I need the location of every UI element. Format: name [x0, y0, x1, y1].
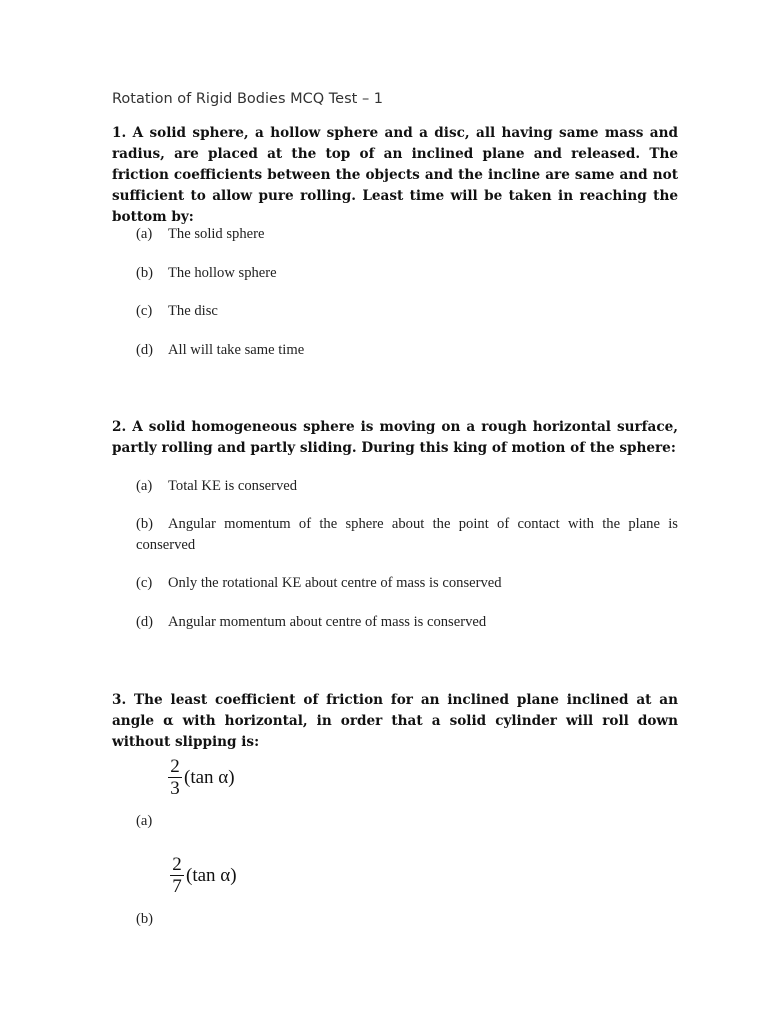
question-2-option-d	[136, 612, 678, 633]
question-1-stem: 1. A solid sphere, a hollow sphere and a disc, all having same mass and radius, are placed at the top of an inclined plane and released. The friction coefficients between the objects and the incline are same and not sufficient to allow pure rolling. Least time will be taken in reaching the bottom by:	[112, 125, 678, 225]
option-label: (d)	[136, 342, 154, 358]
fraction-numerator: 2	[172, 854, 182, 875]
fraction-numerator: 2	[170, 756, 180, 777]
question-3-stem: 3. The least coefficient of friction for an inclined plane inclined at an angle α with horizontal, in order that a solid cylinder will roll down without slipping is:	[112, 692, 678, 750]
option-label: (a)	[136, 478, 153, 494]
option-text: Angular momentum about centre of mass is conserved	[168, 614, 487, 630]
question-3-option-a-label: (a)	[136, 813, 153, 829]
option-label: (b)	[136, 516, 154, 532]
fraction-denominator: 7	[172, 876, 182, 898]
option-label: (c)	[136, 303, 153, 319]
question-2-stem: 2. A solid homogeneous sphere is moving on a rough horizontal surface, partly rolling and partly sliding. During this king of motion of the sphere:	[112, 419, 678, 456]
option-text: Total KE is conserved	[168, 478, 298, 494]
question-2-option-c	[136, 573, 678, 594]
option-text: The hollow sphere	[168, 265, 277, 281]
question-1-option-a	[136, 224, 678, 245]
option-text: The solid sphere	[168, 226, 265, 242]
question-1-option-c	[136, 301, 678, 322]
option-text: Angular momentum of the sphere about the point of contact with the plane is conserved	[136, 516, 678, 553]
document-title: Rotation of Rigid Bodies MCQ Test – 1	[112, 91, 384, 107]
option-label: (a)	[136, 226, 153, 242]
question-2-option-a	[136, 476, 678, 497]
question-3-option-a-formula	[168, 757, 235, 798]
question-2-option-b	[136, 514, 678, 556]
question-1-option-b	[136, 263, 678, 284]
option-label: (d)	[136, 614, 154, 630]
option-text: All will take same time	[168, 342, 305, 358]
question-3-option-b-formula	[170, 855, 237, 896]
option-label: (c)	[136, 575, 153, 591]
question-1-option-d	[136, 340, 678, 361]
formula-expression: (tan α)	[184, 766, 235, 788]
question-3-option-b-label: (b)	[136, 911, 154, 927]
fraction-denominator: 3	[170, 778, 180, 800]
option-text: Only the rotational KE about centre of mass is conserved	[168, 575, 502, 591]
option-label: (b)	[136, 265, 154, 281]
formula-expression: (tan α)	[186, 864, 237, 886]
option-text: The disc	[168, 303, 218, 319]
